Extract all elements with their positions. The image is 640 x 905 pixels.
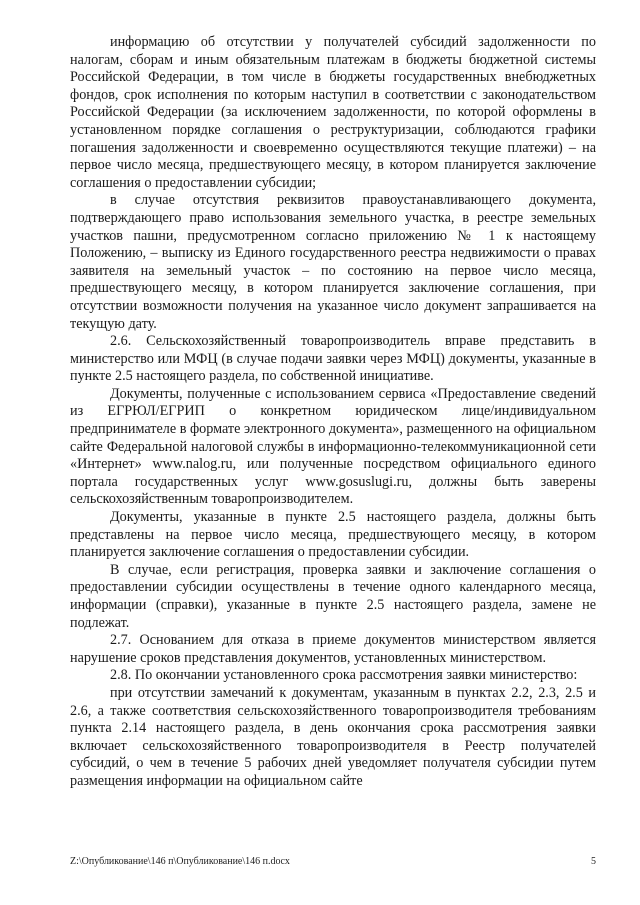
paragraph-egrul-documents: Документы, полученные с использованием сервиса «Предоставление сведений из ЕГРЮЛ/ЕГРИП о конкретном юридическом лице/индивидуальном предпринимателе в формате электронного документа», размещенного на официальном сайте Федеральной налоговой службы в информационно-телекоммуникационной сети «Интернет» www.nalog.ru, или полученные посредством официального единого портала государственных услуг www.gosuslugi.ru, должны быть заверены сельскохозяйственным товаропроизводителем. [70,385,597,508]
paragraph-same-month: В случае, если регистрация, проверка заявки и заключение соглашения о предоставлении субсидии осуществлены в течение одного календарного месяца, информации (справки), указанные в пункте 2.5 настоящего раздела, замене не подлежат. [70,561,596,631]
paragraph-no-remarks: при отсутствии замечаний к документам, указанным в пунктах 2.2, 2.3, 2.5 и 2.6, а также соответствия сельскохозяйственного товаропроизводителя требованиям пункта 2.14 настоящего раздела, в день окончания срока рассмотрения заявки включает сельскохозяйственного товаропроизводителя в Реестр получателей субсидий, о чем в течение 5 рабочих дней уведомляет получателя субсидии путем размещения информации на официальном сайте [70,684,596,789]
paragraph-2-7: 2.7. Основанием для отказа в приеме документов министерством является нарушение сроков представления документов, установленных министерством. [70,632,596,666]
paragraph-2-6: 2.6. Сельскохозяйственный товаропроизводитель вправе представить в министерство или МФЦ (в случае подачи заявки через МФЦ) документы, указанные в пункте 2.5 настоящего раздела, по собственной инициативе. [70,333,596,385]
footer-file-path: Z:\Опубликование\146 п\Опубликование\146 п.docx [70,856,290,867]
paragraph-tax-debt-info: информацию об отсутствии у получателей субсидий задолженности по налогам, сборам и иным обязательным платежам в бюджеты бюджетной системы Российской Федерации, в том числе в бюджеты государственных внебюджетных фондов, срок исполнения по которым наступил в соответствии с законодательством Российской Федерации (за исключением задолженности, по которой оформлены в установленном порядке соглашения о реструктуризации, соблюдаются графики погашения задолженности и своевременно осуществляются текущие платежи) – на первое число месяца, предшествующего месяцу, в котором планируется заключение соглашения о предоставлении субсидии; [70,34,596,191]
document-body [70,34,596,791]
paragraph-documents-date: Документы, указанные в пункте 2.5 настоящего раздела, должны быть представлены на первое число месяца, предшествующего месяцу, в котором планируется заключение соглашения о предоставлении субсидии. [70,509,596,561]
paragraph-2-8: 2.8. По окончании установленного срока рассмотрения заявки министерство: [110,667,578,684]
page-number: 5 [591,856,596,867]
paragraph-land-registry-extract: в случае отсутствия реквизитов правоустанавливающего документа, подтверждающего право использования земельного участка, в реестре земельных участков пашни, предусмотренном согласно приложению № 1 к настоящему Положению, – выписку из Единого государственного реестра недвижимости о правах заявителя на земельный участок – по состоянию на первое число месяца, предшествующего месяцу, в котором планируется заключение соглашения, при отсутствии возможности получения на указанное число документ запрашивается на текущую дату. [70,192,596,332]
